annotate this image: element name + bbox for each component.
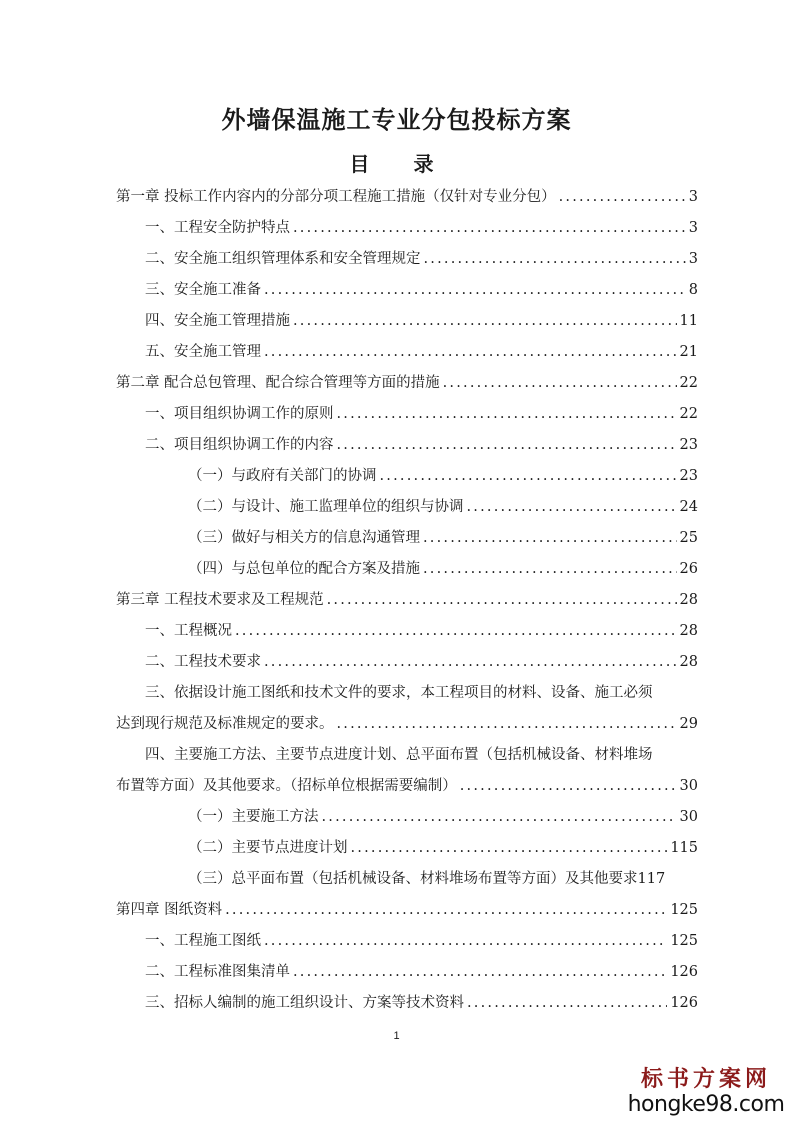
toc-entry-subsection[interactable] (188, 554, 698, 580)
toc-entry-subsection[interactable] (188, 523, 698, 549)
toc-entry-continuation[interactable] (116, 709, 698, 735)
toc-leader (264, 651, 677, 673)
toc-entry-page: 28 (679, 654, 698, 670)
toc-leader (351, 837, 668, 859)
toc-entry-section[interactable] (145, 275, 698, 301)
toc-entry-page: 125 (670, 902, 698, 918)
toc-leader (423, 527, 677, 549)
toc-entry-subsection[interactable] (188, 802, 698, 828)
watermark-en: hongke98.com (627, 1092, 785, 1117)
toc-entry-subsection[interactable] (188, 864, 703, 890)
toc-entry-page: 22 (679, 406, 698, 422)
toc-entry-section[interactable] (145, 244, 698, 270)
toc-leader (424, 248, 686, 270)
page-number: 1 (393, 1030, 400, 1042)
toc-entry-section[interactable] (145, 430, 698, 456)
toc-entry-text: （四）与总包单位的配合方案及措施 (188, 561, 420, 577)
toc-entry-page: 125 (670, 933, 698, 949)
toc-entry-subsection[interactable] (188, 833, 698, 859)
toc-entry-page: 8 (688, 282, 698, 298)
toc-entry-chapter-4[interactable] (116, 895, 698, 921)
toc-entry-text: 三、招标人编制的施工组织设计、方案等技术资料 (145, 995, 464, 1011)
watermark-logo (626, 1066, 786, 1118)
toc-entry-text: 二、安全施工组织管理体系和安全管理规定 (145, 251, 421, 267)
toc-entry-section[interactable] (145, 616, 698, 642)
toc-entry-text: （二）与设计、施工监理单位的组织与协调 (188, 499, 464, 515)
toc-entry-section[interactable] (145, 647, 698, 673)
toc-entry-text: （一）主要施工方法 (188, 809, 319, 825)
toc-entry-section[interactable] (145, 678, 698, 704)
toc-entry-text: 二、项目组织协调工作的内容 (145, 437, 334, 453)
toc-leader (380, 465, 677, 487)
toc-entry-text: 第三章 工程技术要求及工程规范 (116, 592, 324, 608)
toc-entry-page: 11 (679, 313, 698, 329)
toc-leader (467, 496, 677, 518)
toc-entry-text: 四、主要施工方法、主要节点进度计划、总平面布置（包括机械设备、材料堆场 (145, 747, 653, 763)
toc-leader (327, 589, 677, 611)
toc-entry-text: 一、工程安全防护特点 (145, 220, 290, 236)
toc-entry-page: 29 (679, 716, 698, 732)
toc-entry-page: 117 (637, 871, 666, 887)
toc-entry-text: （一）与政府有关部门的协调 (188, 468, 377, 484)
toc-entry-text: 一、工程施工图纸 (145, 933, 261, 949)
toc-leader (322, 806, 677, 828)
toc-entry-text: （二）主要节点进度计划 (188, 840, 348, 856)
toc-entry-text: 二、工程技术要求 (145, 654, 261, 670)
toc-leader (423, 558, 677, 580)
toc-entry-subsection[interactable] (188, 492, 698, 518)
toc-entry-section[interactable] (145, 399, 698, 425)
toc-entry-page: 28 (679, 623, 698, 639)
toc-heading: 目 录 (349, 152, 444, 176)
toc-leader (293, 961, 667, 983)
toc-entry-page: 23 (679, 437, 698, 453)
toc-entry-text: 三、安全施工准备 (145, 282, 261, 298)
toc-leader (337, 434, 677, 456)
page-title: 外墙保温施工专业分包投标方案 (221, 105, 572, 134)
toc-entry-section[interactable] (145, 740, 698, 766)
toc-leader (337, 403, 677, 425)
toc-entry-page: 26 (679, 561, 698, 577)
toc-leader (264, 341, 677, 363)
toc-entry-page: 24 (679, 499, 698, 515)
toc-entry-page: 30 (679, 778, 698, 794)
toc-entry-section[interactable] (145, 926, 698, 952)
toc-entry-page: 126 (670, 964, 698, 980)
toc-entry-text: 第四章 图纸资料 (116, 902, 223, 918)
toc-leader (460, 775, 677, 797)
toc-entry-text: 二、工程标准图集清单 (145, 964, 290, 980)
toc-entry-text: 第二章 配合总包管理、配合综合管理等方面的措施 (116, 375, 440, 391)
toc-leader (264, 930, 667, 952)
toc-entry-page: 30 (679, 809, 698, 825)
toc-leader (293, 310, 677, 332)
toc-entry-page: 21 (679, 344, 698, 360)
toc-entry-text: 一、项目组织协调工作的原则 (145, 406, 334, 422)
toc-entry-page: 3 (688, 251, 698, 267)
toc-leader (225, 899, 667, 921)
toc-entry-text: （三）做好与相关方的信息沟通管理 (188, 530, 420, 546)
toc-entry-section[interactable] (145, 988, 698, 1014)
toc-entry-continuation[interactable] (116, 771, 698, 797)
toc-entry-section[interactable] (145, 337, 698, 363)
toc-entry-text: 布置等方面）及其他要求。（招标单位根据需要编制） (116, 778, 457, 794)
toc-entry-page: 126 (670, 995, 698, 1011)
toc-entry-page: 28 (679, 592, 698, 608)
toc-entry-chapter-2[interactable] (116, 368, 698, 394)
toc-leader (264, 279, 686, 301)
toc-entry-page: 3 (688, 220, 698, 236)
toc-leader (293, 217, 686, 239)
toc-entry-subsection[interactable] (188, 461, 698, 487)
toc-entry-page: 23 (679, 468, 698, 484)
toc-leader (559, 186, 686, 208)
toc-leader (235, 620, 677, 642)
toc-entry-text: 五、安全施工管理 (145, 344, 261, 360)
toc-entry-chapter-1[interactable] (116, 182, 698, 208)
toc-entry-chapter-3[interactable] (116, 585, 698, 611)
toc-entry-page: 22 (679, 375, 698, 391)
watermark-cn: 标书方案网 (640, 1066, 771, 1092)
toc-leader (337, 713, 677, 735)
toc-entry-page: 3 (688, 189, 698, 205)
toc-entry-text: （三）总平面布置（包括机械设备、材料堆场布置等方面）及其他要求 (188, 871, 638, 887)
toc-entry-text: 达到现行规范及标准规定的要求。 (116, 716, 334, 732)
toc-entry-page: 115 (670, 840, 698, 856)
toc-entry-page: 25 (679, 530, 698, 546)
toc-entry-text: 一、工程概况 (145, 623, 232, 639)
toc-leader (467, 992, 667, 1014)
toc-entry-text: 四、安全施工管理措施 (145, 313, 290, 329)
toc-entry-text: 三、依据设计施工图纸和技术文件的要求，本工程项目的材料、设备、施工必须 (145, 685, 653, 701)
toc-leader (443, 372, 677, 394)
toc-entry-section[interactable] (145, 957, 698, 983)
toc-entry-text: 第一章 投标工作内容内的分部分项工程施工措施（仅针对专业分包） (116, 189, 556, 205)
toc-entry-section[interactable] (145, 213, 698, 239)
toc-entry-section[interactable] (145, 306, 698, 332)
